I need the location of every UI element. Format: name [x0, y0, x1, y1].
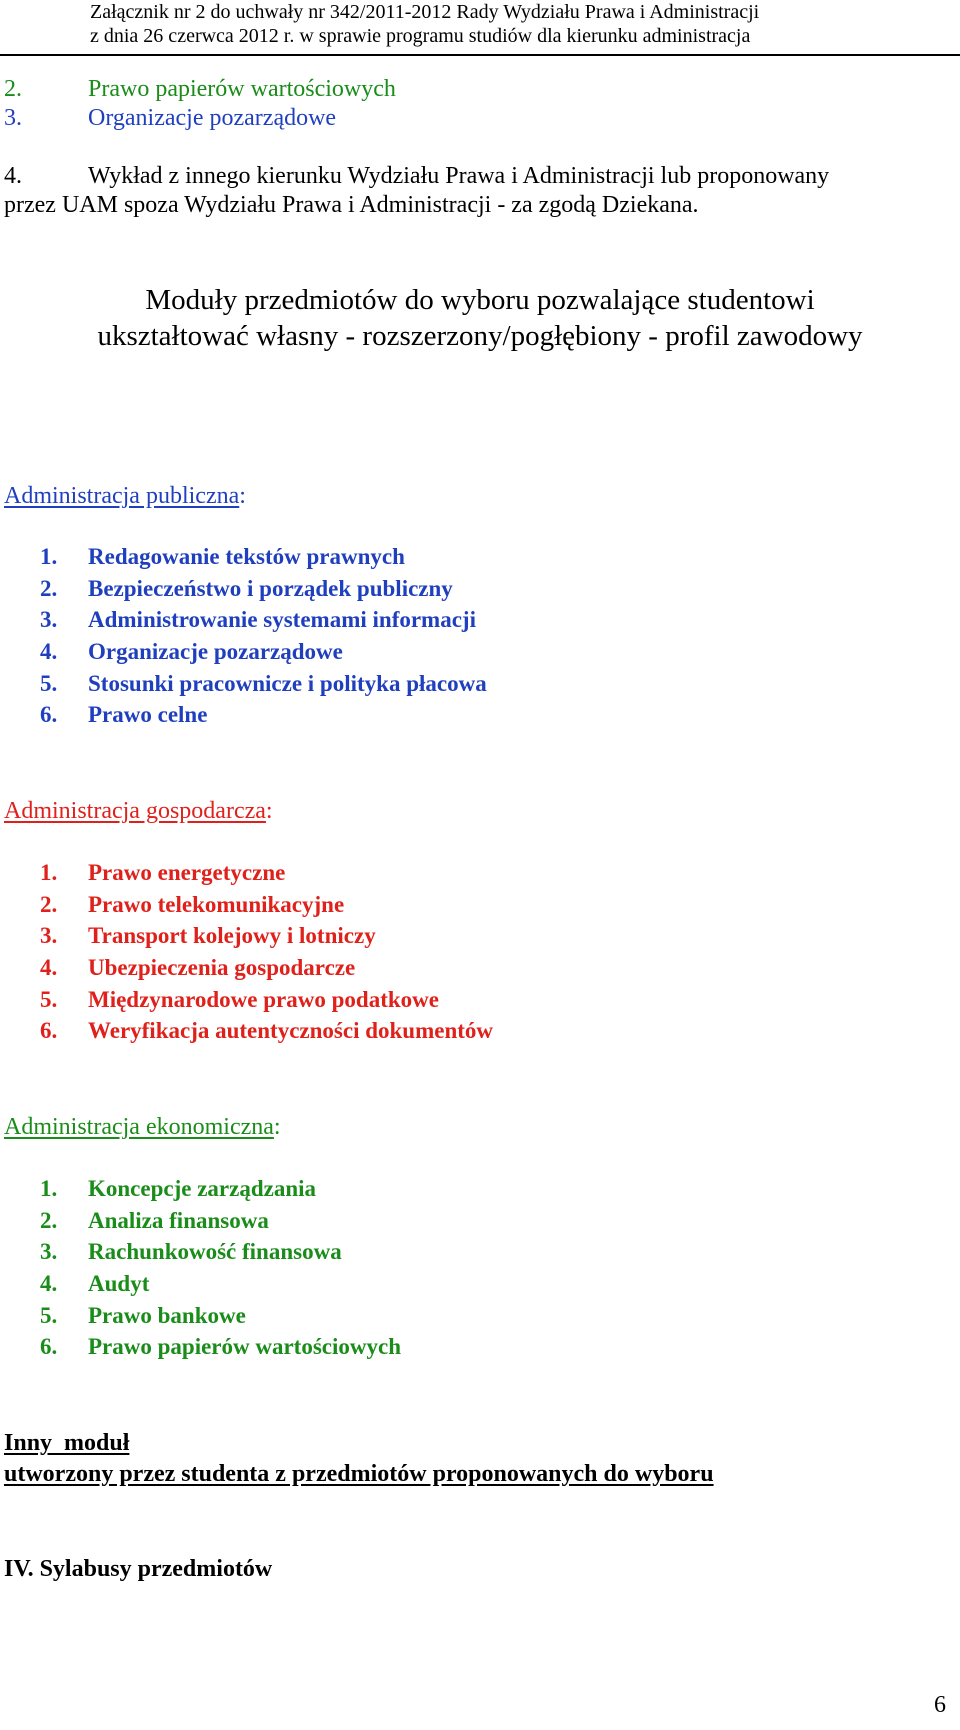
- header-divider: [0, 54, 960, 56]
- modules-title-line-2: ukształtować własny - rozszerzony/pogłębiony - profil zawodowy: [97, 320, 863, 352]
- list-item: 5. Międzynarodowe prawo podatkowe: [40, 987, 439, 1012]
- list-item: 6. Prawo celne: [40, 702, 208, 727]
- item-text: Organizacje pozarządowe: [88, 105, 337, 131]
- section-heading-financial-administration: Administracja ekonomiczna:: [4, 1114, 281, 1140]
- list-item: 4. Ubezpieczenia gospodarcze: [40, 955, 356, 980]
- item-text: Prawo papierów wartościowych: [88, 76, 396, 102]
- list-item: [4, 74, 396, 104]
- list-item: 1. Redagowanie tekstów prawnych: [40, 544, 405, 569]
- other-module-heading: Inny moduł: [4, 1430, 130, 1456]
- lecture-item-continuation: przez UAM spoza Wydziału Prawa i Administracji - za zgodą Dziekana.: [4, 192, 699, 218]
- lecture-item: [4, 161, 829, 191]
- list-item: 2. Bezpieczeństwo i porządek publiczny: [40, 576, 453, 601]
- section-heading-public-administration: Administracja publiczna:: [4, 483, 246, 509]
- modules-title-line-1: Moduły przedmiotów do wyboru pozwalające studentowi: [145, 284, 815, 316]
- item-number: 3.: [4, 105, 22, 131]
- item-number: 4.: [4, 163, 22, 189]
- list-item: 1. Prawo energetyczne: [40, 860, 286, 885]
- list-item: [4, 103, 336, 133]
- list-item: 3. Administrowanie systemami informacji: [40, 607, 476, 632]
- document-header-line-1: Załącznik nr 2 do uchwały nr 342/2011-2012 Rady Wydziału Prawa i Administracji: [90, 1, 760, 23]
- item-text: Wykład z innego kierunku Wydziału Prawa i Administracji lub proponowany: [88, 163, 830, 189]
- list-item: 6. Prawo papierów wartościowych: [40, 1334, 402, 1359]
- syllabus-heading: IV. Sylabusy przedmiotów: [4, 1556, 273, 1582]
- list-item: 5. Stosunki pracownicze i polityka płacowa: [40, 671, 487, 696]
- list-item: 5. Prawo bankowe: [40, 1303, 246, 1328]
- section-heading-economic-administration: Administracja gospodarcza:: [4, 798, 273, 824]
- other-module-description: utworzony przez studenta z przedmiotów proponowanych do wyboru: [4, 1461, 714, 1487]
- list-item: 3. Transport kolejowy i lotniczy: [40, 923, 376, 948]
- list-item: 2. Prawo telekomunikacyjne: [40, 892, 345, 917]
- list-item: 4. Audyt: [40, 1271, 150, 1296]
- list-item: 2. Analiza finansowa: [40, 1208, 269, 1233]
- list-item: 6. Weryfikacja autentyczności dokumentów: [40, 1018, 494, 1043]
- page-number: 6: [934, 1692, 946, 1718]
- list-item: 3. Rachunkowość finansowa: [40, 1239, 342, 1264]
- list-item: 4. Organizacje pozarządowe: [40, 639, 343, 664]
- item-number: 2.: [4, 76, 22, 102]
- list-item: 1. Koncepcje zarządzania: [40, 1176, 317, 1201]
- document-header-line-2: z dnia 26 czerwca 2012 r. w sprawie programu studiów dla kierunku administracja: [90, 25, 751, 47]
